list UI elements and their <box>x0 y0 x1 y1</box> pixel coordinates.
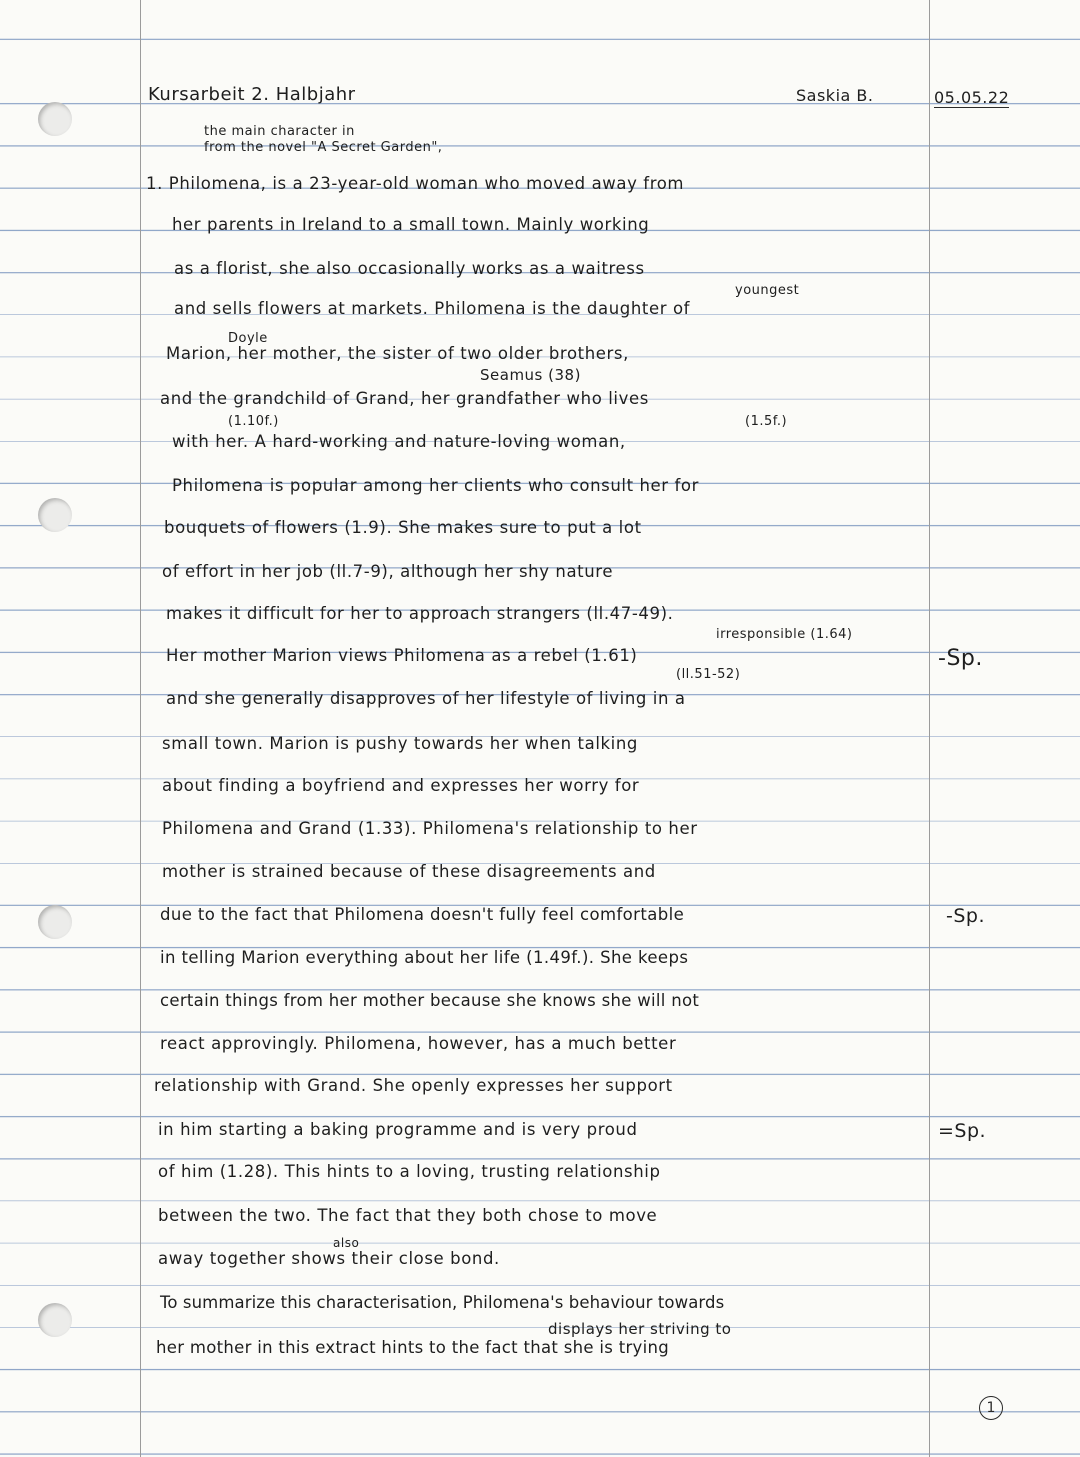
text-line: small town. Marion is pushy towards her when talking <box>162 734 638 753</box>
text-line: her parents in Ireland to a small town. Mainly working <box>172 215 650 234</box>
text-line: 1. Philomena, is a 23-year-old woman who moved away from <box>146 174 685 193</box>
text-line: in him starting a baking programme and is very proud <box>158 1120 638 1139</box>
insertion-irresponsible: irresponsible (1.64) <box>716 627 853 642</box>
text-line: away together shows their close bond. <box>158 1249 500 1268</box>
insertion-doyle: Doyle <box>228 331 268 346</box>
left-margin-line <box>140 0 141 1457</box>
text-line: To summarize this characterisation, Philomena's behaviour towards <box>160 1293 725 1312</box>
text-line: her mother in this extract hints to the fact that she is trying <box>156 1338 670 1357</box>
text-line: Marion, her mother, the sister of two older brothers, <box>166 344 629 363</box>
text-line: makes it difficult for her to approach strangers (ll.47-49). <box>166 604 674 623</box>
correction-spelling: =Sp. <box>938 1120 987 1142</box>
text-line: and the grandchild of Grand, her grandfather who lives <box>160 389 649 408</box>
punch-hole <box>38 1303 72 1337</box>
text-line: Philomena and Grand (1.33). Philomena's relationship to her <box>162 819 698 838</box>
text-line: between the two. The fact that they both chose to move <box>158 1206 658 1225</box>
punch-hole <box>38 905 72 939</box>
text-line: Her mother Marion views Philomena as a rebel (1.61) <box>166 646 638 665</box>
insertion-also: also <box>333 1236 360 1250</box>
punch-hole <box>38 102 72 136</box>
text-line: Philomena is popular among her clients who consult her for <box>172 476 700 495</box>
correction-spelling: -Sp. <box>938 646 983 671</box>
text-line: of effort in her job (ll.7-9), although her shy nature <box>162 562 614 581</box>
insertion-displays: displays her striving to <box>548 1320 732 1338</box>
text-line: mother is strained because of these disagreements and <box>162 862 656 881</box>
right-margin-line <box>929 0 930 1457</box>
text-line: due to the fact that Philomena doesn't fully feel comfortable <box>160 905 685 924</box>
ref-lifestyle: (ll.51-52) <box>676 667 741 682</box>
text-line: in telling Marion everything about her life (1.49f.). She keeps <box>160 948 689 967</box>
text-line: with her. A hard-working and nature-loving woman, <box>172 432 626 451</box>
text-line: certain things from her mother because she knows she will not <box>160 991 700 1010</box>
insertion-youngest: youngest <box>735 283 800 298</box>
text-line: about finding a boyfriend and expresses her worry for <box>162 776 640 795</box>
punch-hole <box>38 498 72 532</box>
insertion-main-character: the main character in <box>204 124 355 139</box>
ref-grand: (1.10f.) <box>228 414 279 429</box>
page-title: Kursarbeit 2. Halbjahr <box>148 84 356 105</box>
text-line: react approvingly. Philomena, however, has a much better <box>160 1034 677 1053</box>
date: 05.05.22 <box>934 88 1010 107</box>
text-line: relationship with Grand. She openly expresses her support <box>154 1076 673 1095</box>
text-line: of him (1.28). This hints to a loving, trusting relationship <box>158 1162 661 1181</box>
correction-spelling: -Sp. <box>946 905 986 927</box>
insertion-seamus: Seamus (38) <box>480 366 581 384</box>
text-line: as a florist, she also occasionally works as a waitress <box>174 259 645 278</box>
text-line: and sells flowers at markets. Philomena is the daughter of <box>174 299 691 318</box>
ref-grandfather: (1.5f.) <box>745 414 788 429</box>
page-number: 1 <box>979 1396 1003 1420</box>
author-name: Saskia B. <box>796 86 874 105</box>
text-line: and she generally disapproves of her lifestyle of living in a <box>166 689 686 708</box>
insertion-novel: from the novel "A Secret Garden", <box>204 140 443 155</box>
text-line: bouquets of flowers (1.9). She makes sure to put a lot <box>164 518 642 537</box>
